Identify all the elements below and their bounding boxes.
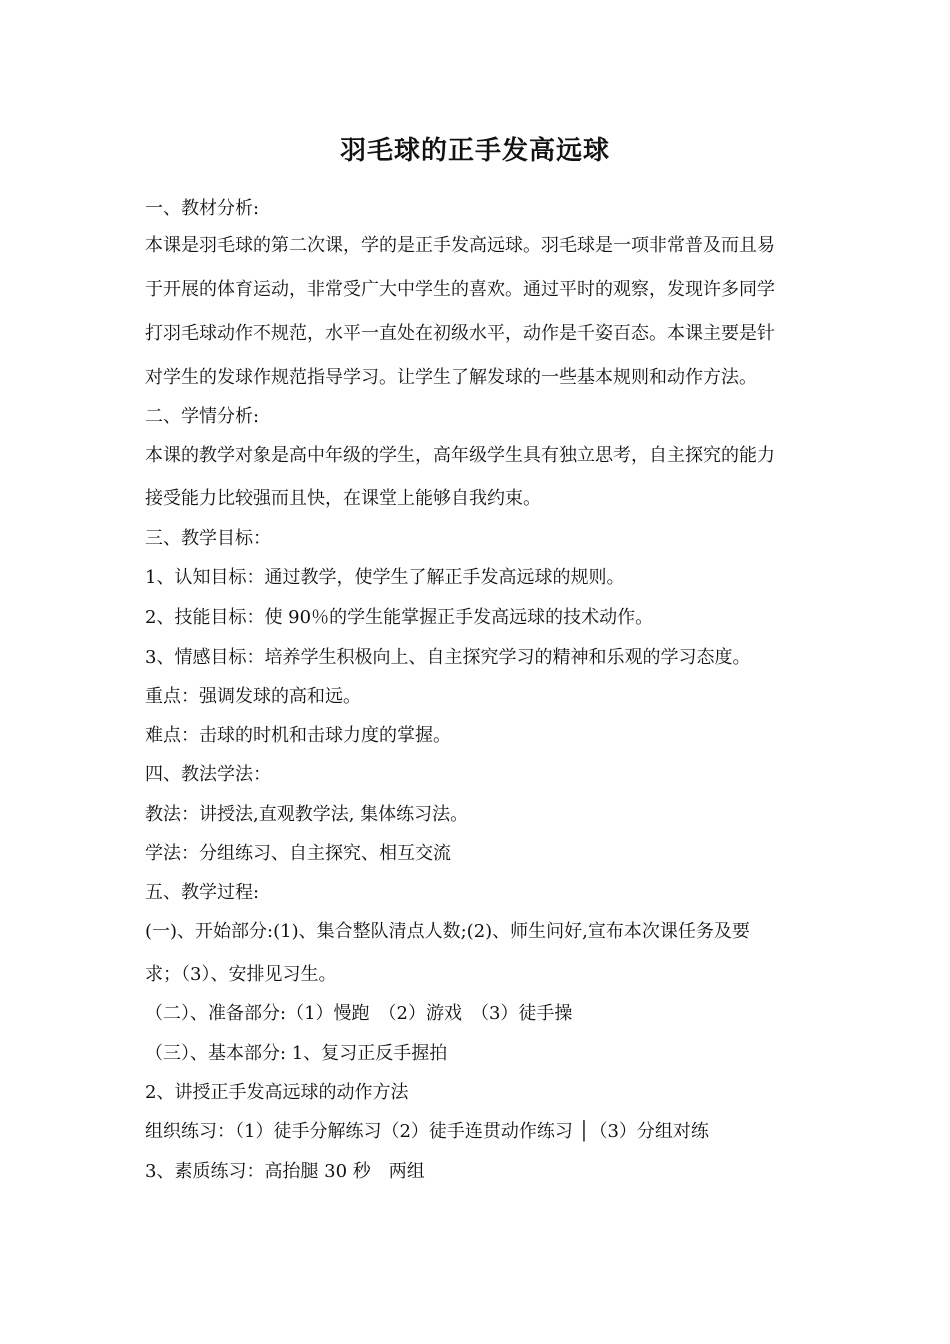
- paragraph-line: 本课的教学对象是高中年级的学生，高年级学生具有独立思考，自主探究的能力: [145, 445, 775, 466]
- goal-item: 3、情感目标：培养学生积极向上、自主探究学习的精神和乐观的学习态度。: [145, 647, 751, 668]
- process-line: 3、素质练习：高抬腿 30 秒 两组: [145, 1161, 425, 1182]
- process-line: 求；（3）、安排见习生。: [145, 964, 337, 985]
- goal-item: 1、认知目标：通过教学，使学生了解正手发高远球的规则。: [145, 567, 625, 588]
- paragraph-line: 对学生的发球作规范指导学习。让学生了解发球的一些基本规则和动作方法。: [145, 367, 757, 388]
- teaching-method: 教法：讲授法,直观教学法, 集体练习法。: [145, 804, 469, 825]
- section-heading-process: 五、教学过程:: [145, 882, 260, 903]
- document-title: 羽毛球的正手发高远球: [339, 136, 610, 166]
- process-line: 2、讲授正手发高远球的动作方法: [145, 1082, 409, 1103]
- process-line: （二）、准备部分:（1）慢跑 （2）游戏 （3）徒手操: [145, 1003, 573, 1024]
- process-line: （三）、基本部分: 1、复习正反手握拍: [145, 1043, 448, 1064]
- process-line: (一)、开始部分:(1)、集合整队清点人数;(2)、师生问好,宣布本次课任务及要: [145, 921, 750, 942]
- paragraph-line: 打羽毛球动作不规范，水平一直处在初级水平，动作是千姿百态。本课主要是针: [145, 323, 775, 344]
- section-heading-teaching-goals: 三、教学目标：: [145, 528, 271, 549]
- section-heading-methods: 四、教法学法：: [145, 764, 271, 785]
- paragraph-line: 本课是羽毛球的第二次课，学的是正手发高远球。羽毛球是一项非常普及而且易: [145, 235, 775, 256]
- paragraph-line: 接受能力比较强而且快，在课堂上能够自我约束。: [145, 488, 541, 509]
- section-heading-material-analysis: 一、教材分析:: [145, 198, 260, 219]
- process-line: 组织练习：（1）徒手分解练习（2）徒手连贯动作练习 │（3）分组对练: [145, 1121, 709, 1142]
- section-heading-student-analysis: 二、学情分析:: [145, 406, 260, 427]
- paragraph-line: 于开展的体育运动，非常受广大中学生的喜欢。通过平时的观察，发现许多同学: [145, 279, 775, 300]
- key-point: 重点：强调发球的高和远。: [145, 686, 361, 707]
- learning-method: 学法：分组练习、自主探究、相互交流: [145, 843, 451, 864]
- difficult-point: 难点：击球的时机和击球力度的掌握。: [145, 725, 451, 746]
- goal-item: 2、技能目标：使 90％的学生能掌握正手发高远球的技术动作。: [145, 607, 654, 628]
